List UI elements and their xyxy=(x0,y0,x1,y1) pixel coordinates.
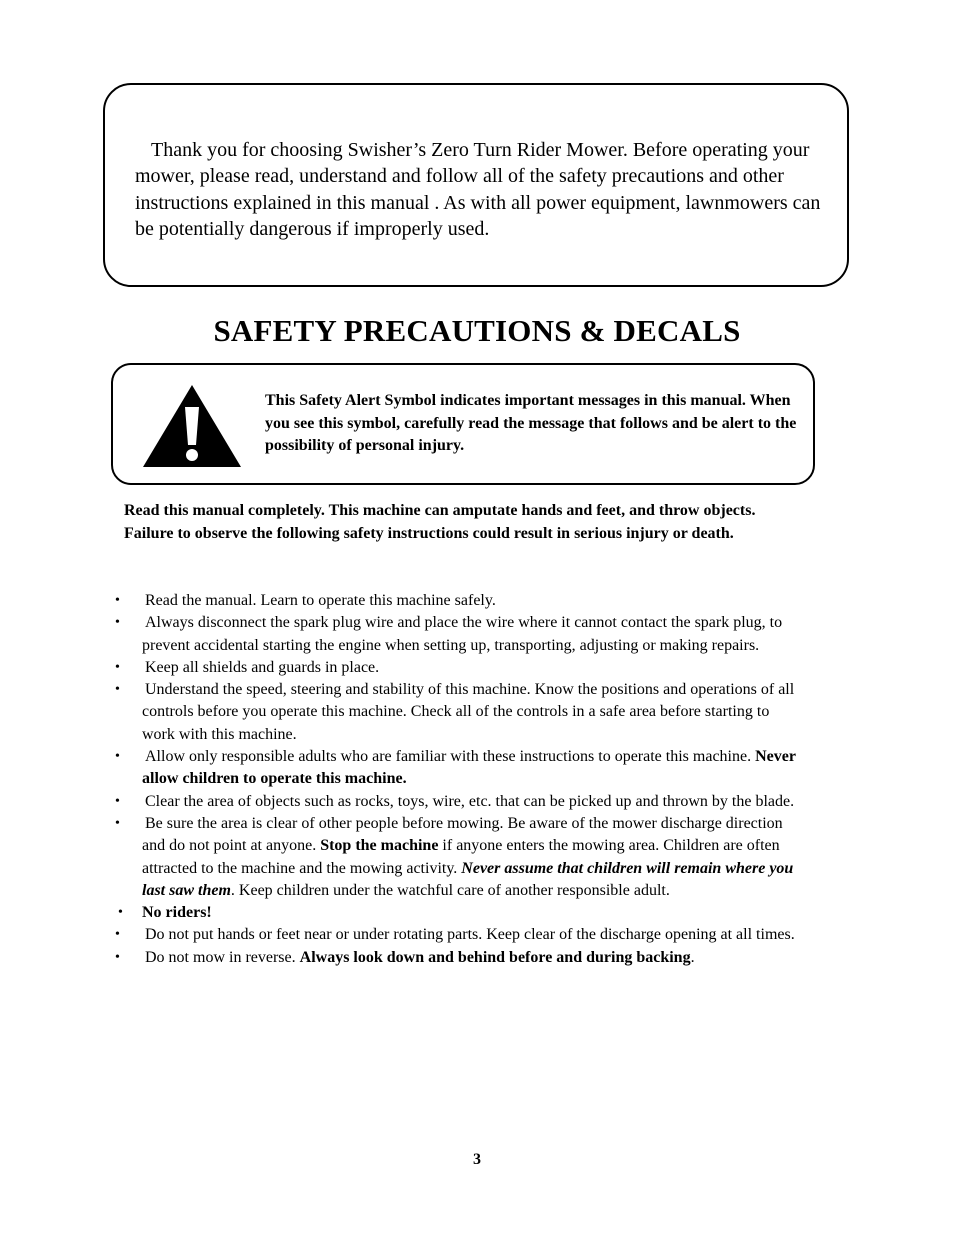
list-item: • No riders! xyxy=(0,902,802,924)
bold-italic-emphasis: Never assume that children will remain where you last saw them xyxy=(142,859,794,899)
bullet-icon: • xyxy=(115,793,120,809)
list-item: • Do not mow in reverse. Always look down and behind before and during backing. xyxy=(0,947,802,969)
list-item: • Always disconnect the spark plug wire and place the wire where it cannot contact the spark plug, to prevent accidental starting the engine when setting up, transporting, adjusting or making repairs. xyxy=(115,614,783,654)
warning-triangle-icon xyxy=(141,383,243,469)
bullet-icon: • xyxy=(115,949,120,965)
bullet-icon: • xyxy=(115,615,120,631)
list-item: • Keep all shields and guards in place. xyxy=(0,657,802,679)
bullet-icon: • xyxy=(118,905,123,921)
alert-message: This Safety Alert Symbol indicates important messages in this manual. When you see this symbol, carefully read the message that follows and be alert to the possibility of personal injury. xyxy=(265,392,797,454)
list-item: • Do not put hands or feet near or under rotating parts. Keep clear of the discharge opening at all times. xyxy=(0,924,802,946)
list-item: • Allow only responsible adults who are familiar with these instructions to operate this machine. Never allow children to operate this machine. xyxy=(115,748,796,788)
amputation-warning: Read this manual completely. This machine can amputate hands and feet, and throw objects. Failure to observe the following safety instructions could result in serious injury or death. xyxy=(124,502,756,542)
bullet-icon: • xyxy=(115,749,120,765)
safety-alert-box xyxy=(111,363,815,485)
page-number: 3 xyxy=(473,1151,481,1168)
bullet-icon: • xyxy=(115,815,120,831)
intro-box xyxy=(103,83,849,287)
bullet-icon: • xyxy=(115,927,120,943)
list-item: • Clear the area of objects such as rocks, toys, wire, etc. that can be picked up and thrown by the blade. xyxy=(0,791,802,813)
list-item: • Read the manual. Learn to operate this machine safely. xyxy=(0,590,802,612)
bullet-icon: • xyxy=(115,659,120,675)
list-item: • Understand the speed, steering and stability of this machine. Know the positions and operations of all controls before you operate this machine. Check all of the controls in a safe area before starting to work with this machine. xyxy=(115,681,795,743)
bold-emphasis: Always look down and behind before and during backing xyxy=(299,948,691,966)
intro-paragraph: Thank you for choosing Swisher’s Zero Turn Rider Mower. Before operating your mower, please read, understand and follow all of the safety precautions and other instructions explained in this manual . As with all power equipment, lawnmowers can be potentially dangerous if improperly used. xyxy=(135,139,821,240)
bullet-icon: • xyxy=(115,593,120,608)
page-title: SAFETY PRECAUTIONS & DECALS xyxy=(213,313,741,348)
bold-emphasis: Stop the machine xyxy=(320,837,439,855)
safety-instructions-list xyxy=(0,590,954,969)
list-item: • Be sure the area is clear of other people before mowing. Be aware of the mower discharge direction and do not point at anyone. Stop the machine if anyone enters the mowing area. Children are often attracted to the machine and the mowing activity. Never assume that children will remain where you last saw them. Keep children under the watchful care of another responsible adult. xyxy=(115,814,794,899)
bullet-icon: • xyxy=(115,682,120,698)
bold-emphasis: Never allow children to operate this machine. xyxy=(142,748,796,788)
